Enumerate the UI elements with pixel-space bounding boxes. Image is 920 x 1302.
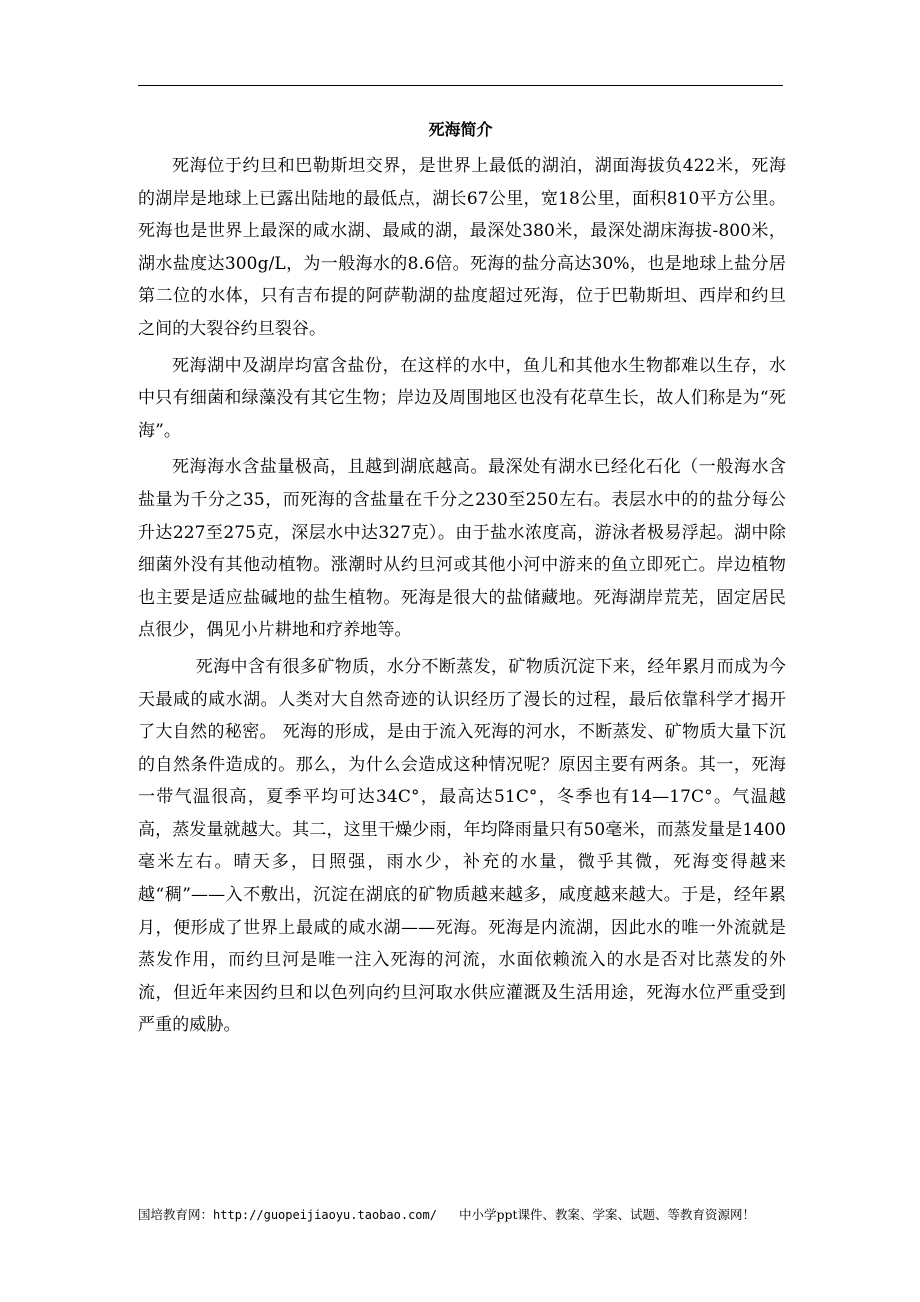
header-rule (138, 85, 783, 86)
paragraph-intro: 死海位于约旦和巴勒斯坦交界，是世界上最低的湖泊，湖面海拔负422米，死海的湖岸是地球上已露出陆地的最低点，湖长67公里，宽18公里，面积810平方公里。死海也是世界上最深的咸水湖、最咸的湖，最深处380米，最深处湖床海拔-800米，湖水盐度达300g/L，为一般海水的8.6倍。死海的盐分高达30%，也是地球上盐分居第二位的水体，只有吉布提的阿萨勒湖的盐度超过死海，位于巴勒斯坦、西岸和约旦之间的大裂谷约旦裂谷。 (138, 156, 786, 339)
document-body (138, 150, 786, 1046)
footer-slogan: 中小学ppt课件、教案、学案、试题、等教育资源网！ (458, 1207, 756, 1222)
page-footer (138, 1206, 798, 1224)
document-title: 死海简介 (428, 120, 493, 139)
paragraph-salinity: 死海海水含盐量极高，且越到湖底越高。最深处有湖水已经化石化（一般海水含盐量为千分之35，而死海的含盐量在千分之230至250左右。表层水中的的盐分每公升达227至275克，深层水中达327克）。由于盐水浓度高，游泳者极易浮起。湖中除细菌外没有其他动植物。涨潮时从约旦河或其他小河中游来的鱼立即死亡。岸边植物也主要是适应盐碱地的盐生植物。死海是很大的盐储藏地。死海湖岸荒芜，固定居民点很少，偶见小片耕地和疗养地等。 (138, 457, 786, 641)
paragraph-formation: 死海中含有很多矿物质，水分不断蒸发，矿物质沉淀下来，经年累月而成为今天最咸的咸水湖。人类对大自然奇迹的认识经历了漫长的过程，最后依靠科学才揭开了大自然的秘密。 死海的形成，是由于流入死海的河水，不断蒸发、矿物质大量下沉的自然条件造成的。那么，为什么会造成这种情况呢？原因主要有两条。其一，死海一带气温很高，夏季平均可达34C°，最高达51C°，冬季也有14—17C°。气温越高，蒸发量就越大。其二，这里干燥少雨，年均降雨量只有50毫米，而蒸发量是1400毫米左右。晴天多，日照强，雨水少，补充的水量，微乎其微，死海变得越来越“稠”——入不敷出，沉淀在湖底的矿物质越来越多，咸度越来越大。于是，经年累月，便形成了世界上最咸的咸水湖——死海。死海是内流湖，因此水的唯一外流就是蒸发作用，而约旦河是唯一注入死海的河流，水面依赖流入的水是否对比蒸发的外流，但近年来因约旦和以色列向约旦河取水供应灌溉及生活用途，死海水位严重受到严重的威胁。 (138, 656, 786, 1036)
footer-site-label: 国培教育网： (138, 1207, 214, 1222)
paragraph-name-origin: 死海湖中及湖岸均富含盐份，在这样的水中，鱼儿和其他水生物都难以生存，水中只有细菌和绿藻没有其它生物；岸边及周围地区也没有花草生长，故人们称是为“死海”。 (138, 355, 786, 441)
footer-url: http://guopeijiaoyu.taobao.com/ (213, 1208, 437, 1222)
